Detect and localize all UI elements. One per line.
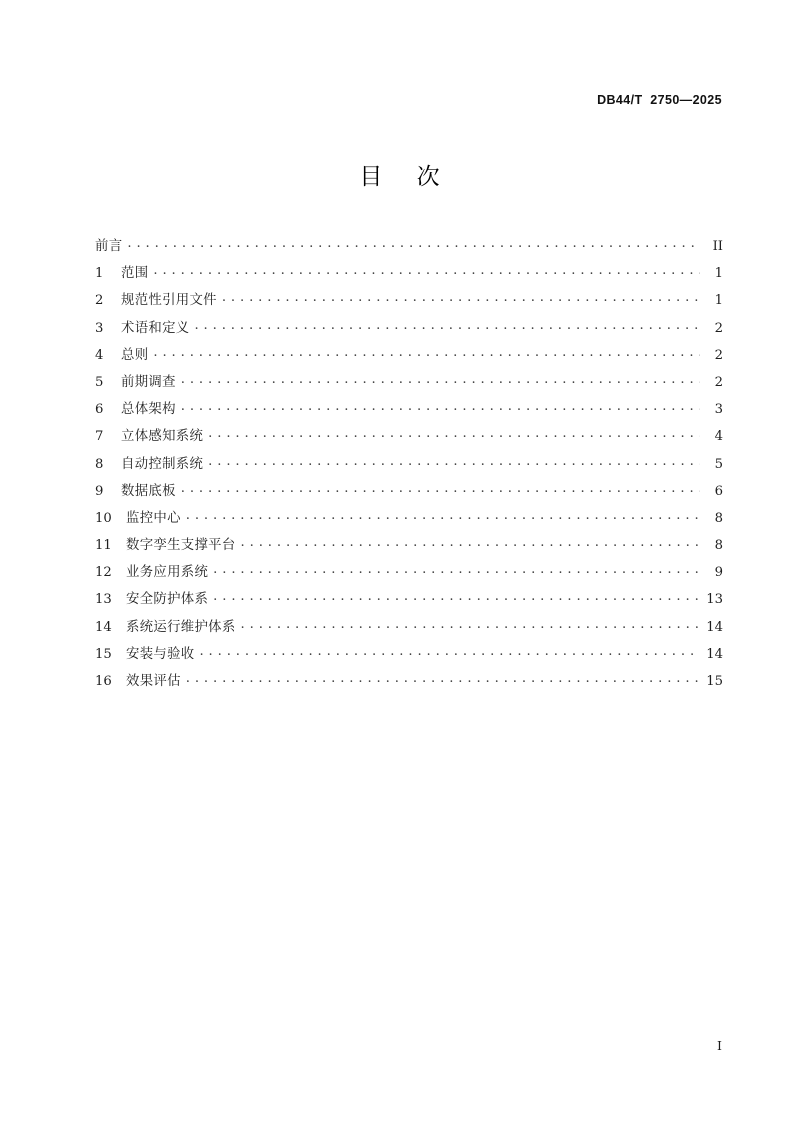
toc-entry-page-number: 4: [714, 429, 723, 445]
toc-entry-number: 13: [95, 592, 112, 608]
toc-entry-label: 数字孪生支撑平台: [126, 538, 236, 554]
table-of-contents: [95, 235, 723, 697]
toc-entry-number: 9: [95, 483, 104, 499]
toc-entry-page-number: 14: [706, 619, 723, 635]
toc-entry-page-number: 2: [714, 347, 723, 363]
toc-dot-leader: [194, 319, 700, 332]
toc-dot-leader: [199, 645, 700, 658]
toc-entry-label: 自动控制系统: [121, 456, 204, 472]
toc-dot-leader: [181, 400, 700, 413]
toc-entry-label: 范围: [121, 266, 149, 282]
toc-dot-leader: [153, 264, 700, 277]
toc-entry[interactable]: [95, 643, 723, 670]
toc-entry-page-number: 2: [714, 320, 723, 336]
toc-entry-number: 6: [95, 402, 104, 418]
toc-entry-page-number: 8: [714, 538, 723, 554]
toc-entry-number: 10: [95, 510, 112, 526]
toc-entry-page-number: II: [712, 239, 723, 254]
toc-entry-page-number: 15: [706, 674, 723, 689]
toc-entry[interactable]: [95, 534, 723, 561]
toc-entry[interactable]: [95, 480, 723, 507]
toc-entry[interactable]: [95, 262, 723, 289]
toc-entry-number: 3: [95, 320, 104, 336]
toc-dot-leader: [222, 291, 700, 304]
toc-entry-number: 7: [95, 429, 104, 445]
toc-dot-leader: [181, 482, 700, 495]
toc-entry-label: 数据底板: [121, 483, 176, 499]
toc-entry[interactable]: [95, 453, 723, 480]
toc-dot-leader: [208, 427, 700, 440]
toc-entry-label: 前期调查: [121, 374, 176, 390]
toc-entry-page-number: 8: [714, 510, 723, 526]
toc-entry-label: 总则: [121, 347, 149, 363]
toc-dot-leader: [241, 536, 700, 549]
toc-entry-number: 15: [95, 646, 112, 662]
toc-dot-leader: [186, 509, 700, 522]
toc-dot-leader: [127, 237, 700, 250]
toc-dot-leader: [153, 346, 700, 359]
toc-entry-number: 16: [95, 674, 112, 689]
toc-entry[interactable]: [95, 344, 723, 371]
toc-dot-leader: [213, 563, 700, 576]
toc-entry-number: 5: [95, 374, 104, 390]
toc-entry-label: 总体架构: [121, 402, 176, 418]
toc-entry-label: 安装与验收: [126, 646, 195, 662]
running-footer-page-number: I: [717, 1038, 722, 1053]
toc-entry-number: 14: [95, 619, 112, 635]
toc-entry[interactable]: [95, 317, 723, 344]
toc-entry-label: 立体感知系统: [121, 429, 204, 445]
toc-entry-label: 规范性引用文件: [121, 293, 217, 309]
page-title: 目 次: [359, 164, 441, 190]
toc-entry-number: 4: [95, 347, 104, 363]
toc-entry-label: 术语和定义: [121, 320, 190, 336]
toc-entry-page-number: 1: [714, 266, 723, 282]
toc-entry[interactable]: [95, 670, 723, 697]
toc-entry[interactable]: [95, 235, 723, 262]
toc-dot-leader: [213, 590, 700, 603]
toc-dot-leader: [241, 618, 700, 631]
toc-entry-number: 11: [95, 538, 112, 554]
toc-entry-label: 监控中心: [126, 510, 181, 526]
toc-entry-page-number: 2: [714, 374, 723, 390]
toc-entry[interactable]: [95, 507, 723, 534]
toc-entry[interactable]: [95, 398, 723, 425]
toc-entry[interactable]: [95, 371, 723, 398]
toc-entry[interactable]: [95, 616, 723, 643]
toc-dot-leader: [181, 373, 700, 386]
toc-entry[interactable]: [95, 289, 723, 316]
toc-entry-number: 2: [95, 293, 104, 309]
toc-entry-number: 1: [95, 266, 104, 282]
toc-entry-label: 效果评估: [126, 674, 181, 689]
toc-entry-page-number: 13: [706, 592, 723, 608]
toc-entry-label: 前言: [95, 239, 123, 254]
toc-entry[interactable]: [95, 561, 723, 588]
toc-dot-leader: [186, 672, 700, 685]
toc-entry[interactable]: [95, 425, 723, 452]
toc-entry-page-number: 3: [714, 402, 723, 418]
toc-entry-page-number: 1: [714, 293, 723, 309]
toc-entry-label: 安全防护体系: [126, 592, 209, 608]
toc-entry-page-number: 6: [714, 483, 723, 499]
toc-entry-label: 业务应用系统: [126, 565, 209, 581]
toc-entry-number: 12: [95, 565, 112, 581]
running-header-standard-number: DB44/T 2750—2025: [597, 93, 722, 107]
toc-entry-label: 系统运行维护体系: [126, 619, 236, 635]
toc-entry-page-number: 14: [706, 646, 723, 662]
toc-entry[interactable]: [95, 588, 723, 615]
toc-entry-page-number: 9: [714, 565, 723, 581]
toc-entry-number: 8: [95, 456, 104, 472]
toc-entry-page-number: 5: [714, 456, 723, 472]
toc-dot-leader: [208, 455, 700, 468]
